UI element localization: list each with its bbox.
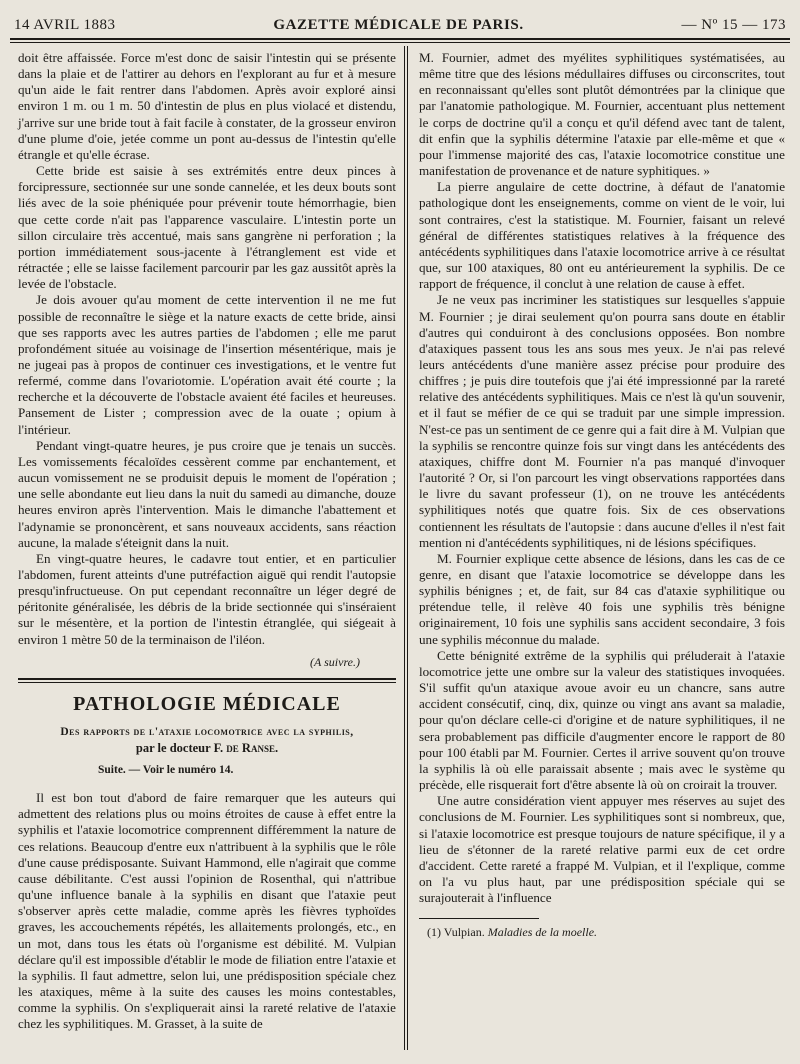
right-column: [419, 50, 785, 940]
continuation-note: Suite. — Voir le numéro 14.: [98, 763, 234, 776]
to-be-continued: (A suivre.): [310, 654, 360, 669]
paragraph: Une autre considération vient appuyer mes réserves au sujet des conclusions de M. Fournier. Les syphilitiques sont si nombreux, que, si l'ataxie locomotrice est presque toujours de nature spécifique, il y a lieu de s'étonner de la rareté relative parmi eux de cet ordre d'accident. Cette rareté a frappé M. Vulpian, et il l'explique, comme on l'a vu plus haut, par une prédisposition spéciale qui se surajouterait à l'influence: [419, 793, 785, 906]
header-rule: [10, 38, 790, 40]
paragraph: Il est bon tout d'abord de faire remarquer que les auteurs qui admettent des relations plus ou moins étroites de cause à effet entre la syphilis et l'ataxie locomotrice comprennent différemment la nature de ces relations. Beaucoup d'entre eux n'attribuent à la syphilis que le rôle d'une cause prédisposante. Suivant Hammond, elle n'agirait que comme cause débilitante. C'est aussi l'opinion de Rosenthal, qui n'attribue qu'une influence banale à la syphilis en disant que l'ataxie peut s'observer après cette maladie, comme après les fièvres typhoïdes graves, les accouchements répétés, les allaitements prolongés, etc., en un mot, dans tous les états où l'organisme est débilité. M. Vulpian déclare qu'il est impossible d'établir le mode de filiation entre l'ataxie et la syphilis. Il faut admettre, selon lui, une prédisposition spéciale chez les ataxiques, même à la suite des causes les moins contestables, comme la syphilis. On s'expliquerait ainsi la rareté relative de l'ataxie chez les syphilitiques. M. Grasset, à la suite de: [18, 790, 396, 1032]
column-divider-second: [407, 46, 408, 1050]
running-head: [14, 14, 786, 36]
paragraph: Je ne veux pas incriminer les statistiques sur lesquelles s'appuie M. Fournier ; je dirai seulement qu'on pourra sans doute en établir d'autres qui conduiront à des conclusions opposées. Bon nombre d'ataxiques passent tous les ans sous mes yeux. Je n'ai pas relevé leurs antécédents d'une manière assez précise pour produire des chiffres ; je puis dire toutefois que j'ai été impressionné par la rareté relative des antécédents syphilitiques. Mais ce n'est là qu'un souvenir, et il faut se méfier de ce qui se traduit par une simple impression. N'est-ce pas un sentiment de ce genre qui a fait dire à M. Vulpian que la syphilis se rencontre quinze fois sur vingt dans les antécédents des ataxiques, chiffre dont M. Fournier n'a pas manqué d'invoquer l'autorité ? Or, si l'on parcourt les vingt observations rapportées dans le livre du savant professeur (1), on ne trouve les antécédents syphilitiques notés que quatre fois. Six de ces observations contiennent les résultats de l'autopsie : dans aucune d'elles il n'est fait mention ni d'antécédents syphilitiques, ni de lésions spécifiques.: [419, 292, 785, 550]
section-rule: [18, 678, 396, 680]
paragraph: doit être affaissée. Force m'est donc de saisir l'intestin qui se présente dans la plaie et de l'attirer au dehors en l'explorant au fur et à mesure qu'un aide le fait rentrer dans l'abdomen. Après avoir exploré ainsi environ 1 m. ou 1 m. 50 d'intestin de plus en plus violacé et distendu, j'arrive sur une bride tout à fait facile à constater, de la grosseur environ d'une plume d'oie, jetée comme un pont au-dessus de l'intestin qu'elle étrangle et qu'elle écrase.: [18, 50, 396, 162]
column-divider: [404, 46, 405, 1050]
footnote-rule: [419, 918, 539, 919]
article-title: Des rapports de l'ataxie locomotrice avec la syphilis,: [60, 725, 354, 738]
page-number: — Nº 15 — 173: [681, 16, 786, 33]
issue-date: 14 AVRIL 1883: [14, 16, 116, 33]
author-name: F. de Ranse.: [213, 740, 279, 755]
footnote: [419, 925, 785, 940]
paragraph: Pendant vingt-quatre heures, je pus croire que je tenais un succès. Les vomissements fécaloïdes cessèrent comme par enchantement, et aucun vomissement ne se produisit depuis le moment de l'opération ; une selle abondante eut lieu dans la nuit du samedi au dimanche, douze heures environ après l'intervention. Mais le dimanche l'abattement et l'adynamie se prononcèrent, et sans nouveaux accidents, sans réaction aucune, la malade s'éteignit dans la nuit.: [18, 437, 396, 550]
paragraph: M. Fournier explique cette absence de lésions, dans les cas de ce genre, en disant que l'ataxie locomotrice se développe dans les syphilis bénignes ; et, de fait, sur 84 cas d'ataxie syphilitique ou prétendue telle, il relève 40 fois une syphilis très bénigne originairement, 10 fois une syphilis sans accident secondaire, 3 fois une syphilis méconnue du malade.: [419, 550, 785, 647]
footnote-title: Maladies de la moelle.: [487, 925, 598, 940]
footnote-marker: (1) Vulpian.: [427, 925, 488, 940]
paragraph: M. Fournier, admet des myélites syphilitiques systématisées, au même titre que des lésions médullaires diffuses ou circonscrites, tout en reconnaissant qu'elles sont plutôt démontrées par la clinique que par l'anatomie pathologique. M. Fournier, accentuant plus nettement le corps de doctrine qu'il a conçu et qu'il défend avec tant de talent, dit enfin que la syphilis détermine l'ataxie par elle-même et que « pour l'immense majorité des cas, l'ataxie locomotrice constitue une manifestation de provenance et de nature syphitiques. »: [419, 50, 785, 179]
paragraph: La pierre angulaire de cette doctrine, à défaut de l'anatomie pathologique dont les enseignements, comme on vient de le voir, lui sont contraires, c'est la statistique. M. Fournier, faisant un relevé général de différentes statistiques relatives à la fréquence des antécédents syphilitiques dans l'ataxie locomotrice arrive à ce résultat que, sur 100 ataxiques, 80 ont eu antérieurement la syphilis. De ce rapport de fréquence, il conclut à une relation de cause à effet.: [419, 179, 785, 292]
author-prefix: par le docteur: [135, 740, 214, 755]
paragraph: Cette bride est saisie à ses extrémités entre deux pinces à forcipressure, sectionnée sur une sonde cannelée, et les deux bouts sont liés avec de la soie phéniquée pour prévenir toute hémorrhagie, bien que cette corde n'ait pas l'apparence vasculaire. L'intestin porte un sillon circulaire très accentué, mais sans gangrène ni perforation ; la portion immédiatement sous-jacente à l'étranglement est vide et rétractée ; elle se laisse facilement parcourir par les gaz aussitôt après la levée de l'obstacle.: [18, 163, 396, 292]
section-rule-thin: [18, 682, 396, 683]
paragraph: Je dois avouer qu'au moment de cette intervention il ne me fut possible de reconnaître le siège et la nature exacts de cette bride, ainsi que ses rapports avec les autres parties de l'abdomen ; elle me parut profondément située au voisinage de l'insertion mésentérique, mais je ne jugeai pas à propos de continuer ces investigations, et le ventre fut refermé, comme dans l'ovariotomie. L'opération avait été courte ; la recherche et la découverte de l'obstacle avaient été faciles et heureuses. Pansement de Lister ; compression avec de la ouate ; opium à l'intérieur.: [18, 292, 396, 437]
header-rule-thin: [10, 42, 790, 43]
paragraph: Cette bénignité extrême de la syphilis qui préluderait à l'ataxie locomotrice jette une ombre sur la valeur des statistiques invoquées. S'il suffit qu'un ataxique avoue avoir eu un chancre, sans autre accident consécutif, cinq, dix, quinze ou vingt ans avant sa maladie, pour qu'on déclare celle-ci d'origine et de nature syphilitiques, il ne sera probablement pas difficile d'augmenter encore le rapport de 80 pour 100 établi par M. Fournier. Certes il arrive souvent qu'on trouve la syphilis là où elle paraissait absente ; mais avec le système qu précède, elle risquerait fort d'être absente là où on croirait la trouver.: [419, 647, 785, 793]
journal-title: GAZETTE MÉDICALE DE PARIS.: [273, 16, 524, 33]
article-author: [18, 740, 396, 756]
paragraph: En vingt-quatre heures, le cadavre tout entier, et en particulier l'abdomen, furent atteints d'une putréfaction aiguë qui rendit l'autopsie presqu'infructueuse. On put cependant reconnaître un léger degré de péritonite généralisée, les débris de la bride sectionnée qui s'inséraient sur le mésentère, et la portion de l'intestin étranglée, qui siégeait à environ 1 mètre 50 de la terminaison de l'iléon.: [18, 550, 396, 647]
section-title: PATHOLOGIE MÉDICALE: [73, 692, 341, 715]
left-column: [18, 50, 396, 1032]
